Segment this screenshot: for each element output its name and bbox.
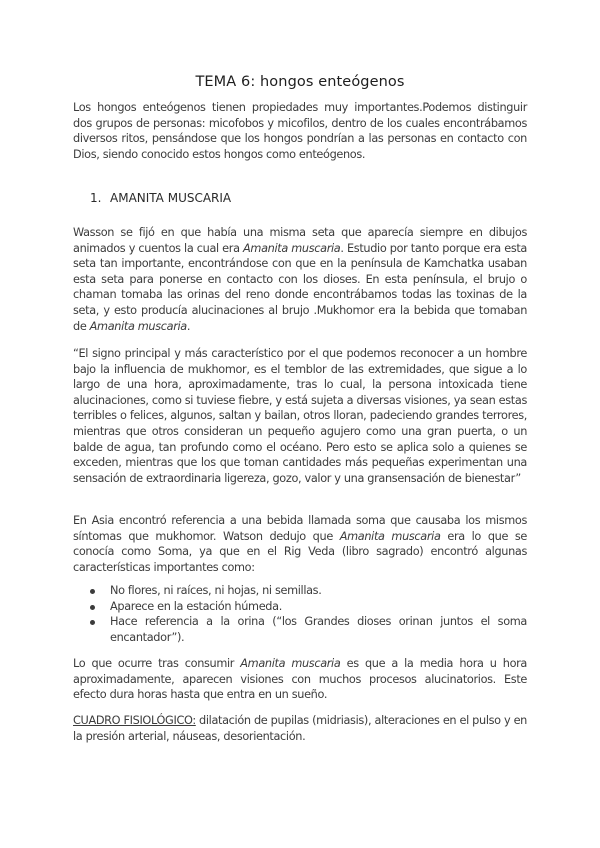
intro-paragraph: Los hongos enteógenos tienen propiedades muy importantes.Podemos distinguir dos grupos de personas: micofobos y micofilos, dentro de los cuales encontrábamos diversos ritos, pensándose que los hongos pondrían a las personas en contacto con Dios, siendo conocido estos hongos como enteógenos. [73,101,527,161]
soma-characteristics-list [73,583,527,645]
species-name: Amanita muscaria [240,657,341,670]
list-item-text: No flores, ni raíces, ni hojas, ni semillas. [110,584,322,597]
text-run: . [186,319,191,333]
text-run: . Estudio por tanto porque era esta seta tan importante, encontrándose con que en la península de Kamchatka usaban esta seta para ponerse en contacto con los dioses. En esta península, el brujo o chaman tomaba las orinas del reno donde encontrábamos todas las toxinas de la seta, y esto producía alucinaciones al brujo .Mukhomor era la bebida que tomaban de [73,241,528,333]
soma-paragraph [73,513,527,575]
text-run: Lo que ocurre tras consumir [73,657,241,670]
list-item-text: Hace referencia a la orina (“los Grandes dioses orinan juntos el soma encantador”). [110,615,527,644]
species-name: Amanita muscaria [89,319,187,333]
effects-paragraph [73,656,527,703]
list-item [73,599,527,615]
page-title: TEMA 6: hongos enteógenos [195,74,405,90]
bullet-icon [90,620,95,625]
text-run: Wasson se fijó en que había una misma seta que aparecía siempre en dibujos animados y cuentos la cual era [73,226,527,255]
text-run: En Asia encontró referencia a una bebida llamada soma que causaba los mismos síntomas que mukhomor. Watson dedujo que [73,514,527,543]
quote-paragraph: “El signo principal y más característico por el que podemos reconocer a un hombre bajo la influencia de mukhomor, es el temblor de las extremidades, que sigue a lo largo de una hora, aproximadamente, tras lo cual, la persona intoxicada tiene alucinaciones, como si tuviese fiebre, y está sujeta a diversas visiones, ya sean estas terribles o felices, algunos, saltan y bailan, otros lloran, padeciendo grandes terrores, mientras que otros consideran un pequeño agujero como una gran puerta, o un balde de agua, tan profundo como el océano. Pero esto se aplica solo a quienes se exceden, mientras que los que toman cantidades más pequeñas experimentan una sensación de extraordinaria ligereza, gozo, valor y una gransensación de bienestar” [73,347,527,485]
text-run: dilatación de pupilas (midriasis), alteraciones en el pulso y en la presión arterial, náuseas, desorientación. [73,714,527,743]
bullet-icon [90,589,95,594]
text-run: es que a la media hora u hora aproximadamente, aparecen visiones con muchos procesos alucinatorios. Este efecto dura horas hasta que entra en un sueño. [73,657,527,702]
species-name: Amanita muscaria [243,241,341,255]
physiology-paragraph [73,713,527,744]
bullet-icon [90,605,95,610]
wasson-paragraph [73,225,527,334]
species-name: Amanita muscaria [339,529,441,543]
section-heading [90,191,231,205]
list-item-text: Aparece en la estación húmeda. [110,599,282,613]
list-item [73,614,527,645]
section-title: AMANITA MUSCARIA [110,191,232,205]
text-run: era lo que se conocía como Soma, ya que en el Rig Veda (libro sagrado) encontró algunas características importantes como: [73,529,528,574]
list-item [73,583,527,599]
section-number: 1. [90,191,102,205]
physiology-label: CUADRO FISIOLÓGICO: [73,714,196,727]
